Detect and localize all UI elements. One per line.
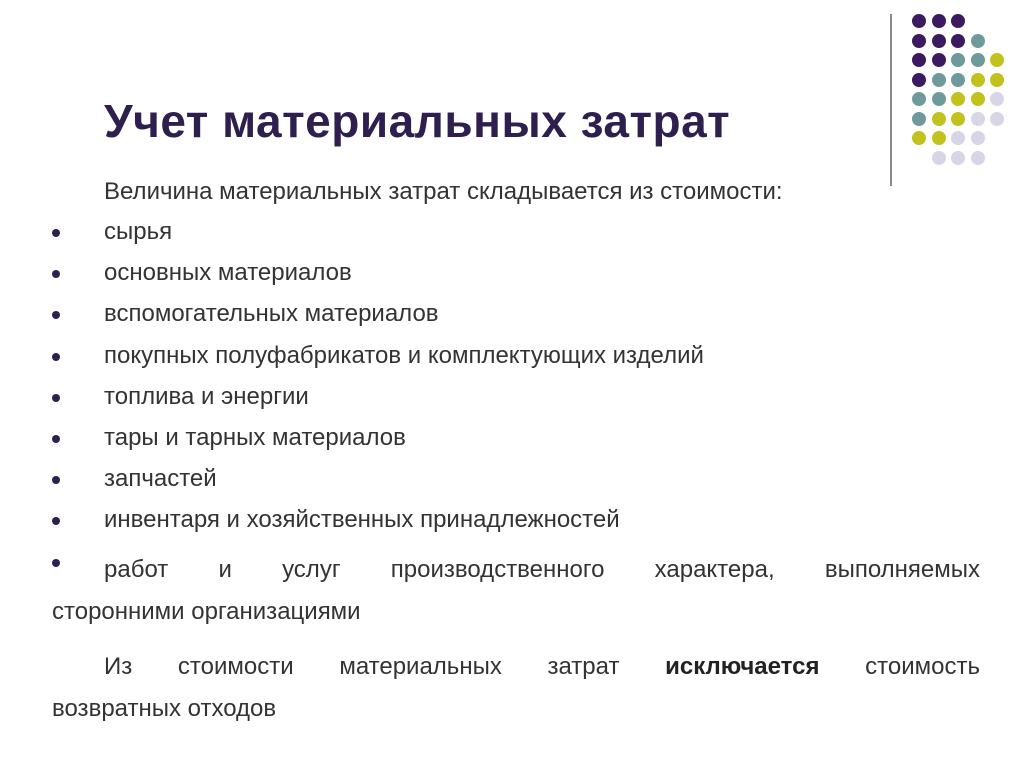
decorative-dot (971, 131, 985, 145)
decorative-dot (912, 34, 926, 48)
list-item: инвентаря и хозяйственных принадлежностей (52, 508, 980, 549)
decorative-dot (932, 73, 946, 87)
word: работ (104, 556, 169, 583)
bullet-icon (52, 476, 60, 484)
decorative-dot (951, 131, 965, 145)
decorative-dot (912, 92, 926, 106)
bullet-icon (52, 270, 60, 278)
decorative-dot (971, 34, 985, 48)
bullet-icon (52, 311, 60, 319)
list-item: покупных полуфабрикатов и комплектующих изделий (52, 344, 980, 385)
decorative-dot (951, 112, 965, 126)
decorative-dot (990, 92, 1004, 106)
intro-text: Величина материальных затрат складывается из стоимости: (104, 178, 783, 205)
slide-title: Учет материальных затрат (104, 95, 731, 147)
decorative-dot (912, 53, 926, 67)
word: характера, (654, 556, 775, 583)
list-item: вспомогательных материалов (52, 302, 980, 343)
word: и (218, 556, 232, 583)
word: затрат (547, 653, 620, 680)
word: стоимости (177, 653, 294, 680)
decorative-dot (951, 53, 965, 67)
decorative-dot (912, 112, 926, 126)
list-item: топлива и энергии (52, 385, 980, 426)
word: стоимость (865, 653, 980, 680)
decorative-dot (951, 14, 965, 28)
bullet-icon (52, 394, 60, 402)
list-item: тары и тарных материалов (52, 426, 980, 467)
decorative-dot (951, 151, 965, 165)
decorative-dot (932, 53, 946, 67)
decorative-dot (990, 53, 1004, 67)
emphasis-word: исключается (665, 653, 820, 680)
decorative-dot (990, 112, 1004, 126)
decorative-dot (932, 92, 946, 106)
decorative-dot (912, 131, 926, 145)
decorative-dot (971, 53, 985, 67)
word: услуг (282, 556, 341, 583)
bullet-icon (52, 559, 60, 567)
bullet-icon (52, 229, 60, 237)
decorative-dot (951, 73, 965, 87)
decorative-dot (912, 14, 926, 28)
bullet-icon (52, 517, 60, 525)
closing-line-1 (52, 646, 980, 688)
decorative-dot (971, 112, 985, 126)
closing-paragraph (52, 646, 980, 730)
decorative-dot (932, 131, 946, 145)
decorative-dot (990, 73, 1004, 87)
word: производственного (390, 556, 605, 583)
decorative-dot (932, 112, 946, 126)
decorative-dot (971, 73, 985, 87)
word: материальных (339, 653, 502, 680)
list-item: основных материалов (52, 261, 980, 302)
vertical-divider (890, 14, 892, 186)
decorative-dot (951, 34, 965, 48)
list-item-services (52, 549, 980, 633)
decorative-dot (932, 34, 946, 48)
decorative-dot (971, 151, 985, 165)
decorative-dot (932, 14, 946, 28)
services-line-1 (52, 549, 980, 591)
word: выполняемых (824, 556, 980, 583)
cost-items-list (52, 220, 980, 550)
list-item: запчастей (52, 467, 980, 508)
decorative-dot (932, 151, 946, 165)
closing-line-2: возвратных отходов (52, 695, 277, 722)
bullet-icon (52, 435, 60, 443)
decorative-dot (971, 92, 985, 106)
bullet-icon (52, 353, 60, 361)
word: Из (104, 653, 133, 680)
decorative-dot (912, 73, 926, 87)
decorative-dot (951, 92, 965, 106)
services-line-2: сторонними организациями (52, 598, 361, 625)
list-item: сырья (52, 220, 980, 261)
